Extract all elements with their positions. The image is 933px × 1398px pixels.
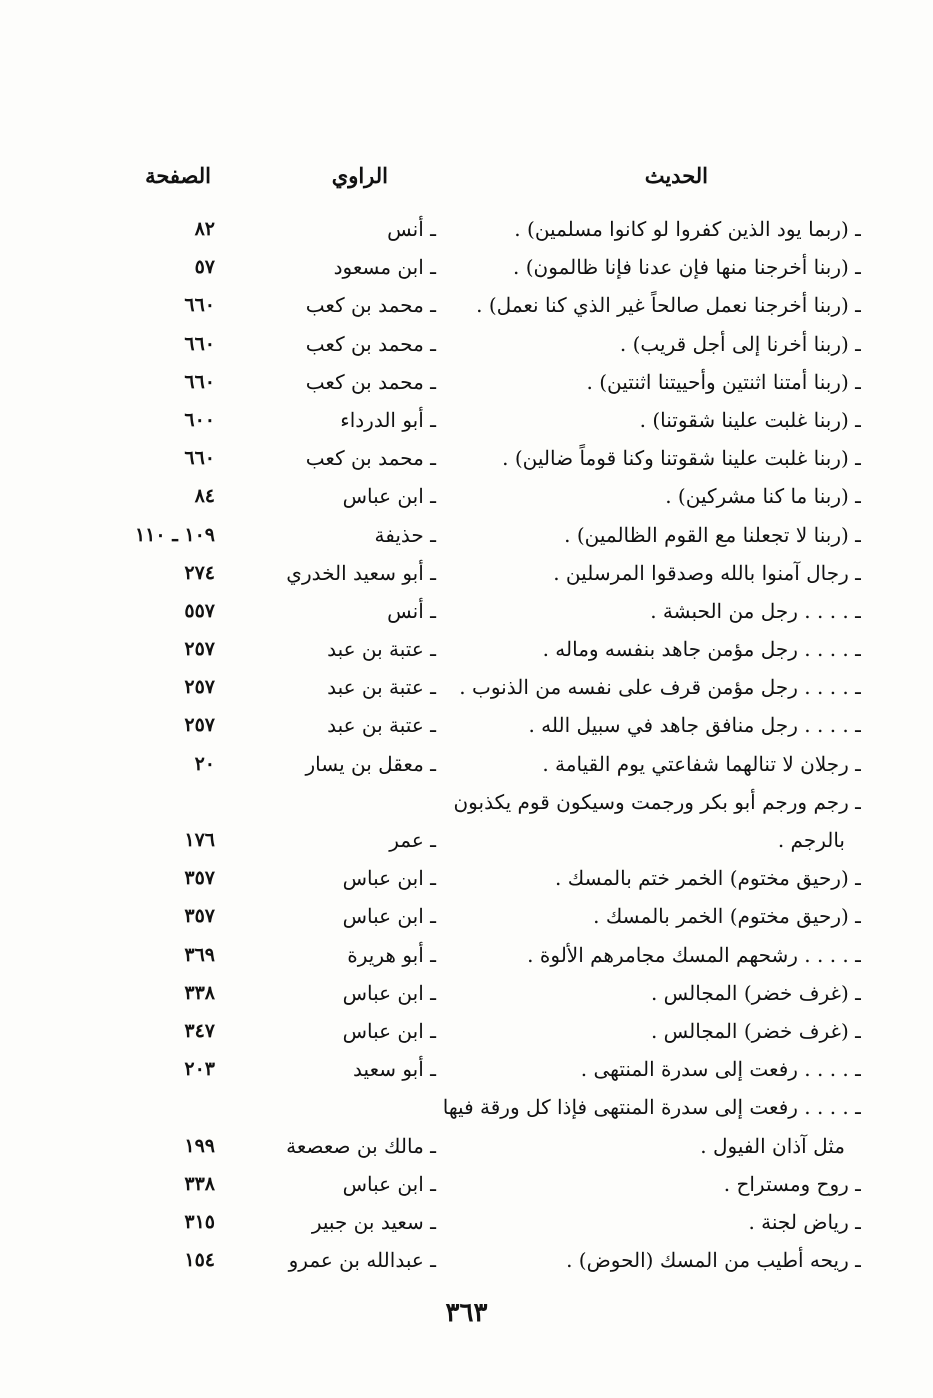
- hadith-text: ـ رجال آمنوا بالله وصدقوا المرسلين .: [553, 560, 861, 585]
- page-ref: ٣٥٧: [184, 867, 215, 890]
- narrator-name: ـ عبدالله بن عمرو: [288, 1248, 436, 1273]
- table-row: [0, 821, 933, 859]
- hadith-text: ـ . . . . رجل مؤمن جاهد بنفسه وماله .: [542, 637, 861, 662]
- table-row: [0, 668, 933, 706]
- narrator-name: ـ عتبة بن عبد: [327, 713, 436, 738]
- page-ref: ٣١٥: [184, 1210, 215, 1233]
- page-ref: ٦٦٠: [184, 294, 215, 317]
- table-row: [0, 745, 933, 783]
- page-ref: ١٧٦: [184, 829, 215, 851]
- page-ref: ٦٠٠: [184, 408, 215, 431]
- narrator-name: ـ أبو الدرداء: [340, 407, 436, 432]
- table-row: [0, 897, 933, 935]
- table-row: [0, 592, 933, 630]
- table-row: [0, 706, 933, 744]
- hadith-text: ـ (غرف خضر) المجالس .: [650, 980, 861, 1005]
- hadith-text: ـ (ربنا لا تجعلنا مع القوم الظالمين) .: [564, 522, 861, 547]
- table-row: [0, 974, 933, 1012]
- table-row: [0, 936, 933, 974]
- header-narrator: الراوي: [331, 163, 388, 188]
- table-row: [0, 859, 933, 897]
- table-row: [0, 1127, 933, 1165]
- hadith-text: ـ (ربنا ما كنا مشركين) .: [665, 484, 861, 509]
- page-ref: ٨٤: [194, 485, 215, 508]
- page-ref: ١٥٤: [184, 1249, 215, 1272]
- hadith-text: ـ (ربنا أخرجنا منها فإن عدنا فإنا ظالمون) .: [513, 255, 861, 280]
- page-ref: ٣٣٨: [184, 981, 215, 1004]
- hadith-text: ـ (ربنا غلبت علينا شقوتنا وكنا قوماً ضالين) .: [502, 446, 861, 471]
- page-ref: ٣٣٨: [184, 1172, 215, 1195]
- hadith-text: ـ (ربنا غلبت علينا شقوتنا) .: [639, 407, 861, 432]
- hadith-text: مثل آذان الفيول .: [700, 1133, 845, 1158]
- hadith-text: ـ رجلان لا تنالهما شفاعتي يوم القيامة .: [542, 751, 861, 776]
- hadith-text: ـ ريحه أطيب من المسك (الحوض) .: [566, 1248, 861, 1273]
- table-row: [0, 286, 933, 324]
- page-number: ٣٦٣: [445, 1298, 488, 1328]
- table-row: [0, 1241, 933, 1279]
- narrator-name: ـ ابن مسعود: [333, 255, 436, 280]
- page-ref: ٢٠٣: [184, 1058, 215, 1081]
- hadith-text: ـ . . . . رشحهم المسك مجامرهم الألوة .: [527, 942, 861, 967]
- table-row: [0, 1165, 933, 1203]
- page-ref: ٢٠: [194, 752, 215, 775]
- page-ref: ٣٦٩: [184, 943, 215, 966]
- hadith-text: ـ . . . . رفعت إلى سدرة المنتهى فإذا كل ورقة فيها: [442, 1095, 861, 1120]
- narrator-name: ـ ابن عباس: [342, 866, 436, 891]
- narrator-name: ـ ابن عباس: [342, 484, 436, 509]
- hadith-text: ـ . . . . رجل مؤمن قرف على نفسه من الذنوب .: [459, 675, 861, 700]
- narrator-name: ـ محمد بن كعب: [305, 369, 436, 394]
- page-ref: ٥٧: [194, 256, 215, 279]
- table-row: [0, 210, 933, 248]
- narrator-name: ـ ابن عباس: [342, 904, 436, 929]
- page-ref: ٥٥٧: [184, 599, 215, 622]
- hadith-text: ـ روح ومستراح .: [723, 1171, 861, 1196]
- table-row: [0, 477, 933, 515]
- page-ref: ١٩٩: [184, 1134, 215, 1157]
- table-row: [0, 1012, 933, 1050]
- header-page: الصفحة: [145, 163, 211, 188]
- table-row: [0, 1088, 933, 1126]
- page-ref: ٦٦٠: [184, 370, 215, 393]
- hadith-text: ـ (رحيق مختوم) الخمر ختم بالمسك .: [555, 866, 861, 891]
- page-ref: ٣٤٧: [184, 1019, 215, 1042]
- page-ref: ٦٦٠: [184, 332, 215, 355]
- table-row: [0, 1050, 933, 1088]
- narrator-name: ـ أبو سعيد: [353, 1057, 436, 1082]
- hadith-text: ـ رياض لجنة .: [748, 1209, 861, 1234]
- narrator-name: ـ عتبة بن عبد: [327, 637, 436, 662]
- hadith-text: ـ (ربنا أخرنا إلى أجل قريب) .: [619, 331, 861, 356]
- page-ref: ٢٧٤: [184, 561, 215, 584]
- hadith-text: ـ (رحيق مختوم) الخمر بالمسك .: [593, 904, 861, 929]
- page-ref: ٦٦٠: [184, 447, 215, 470]
- page-ref: ٨٢: [194, 218, 215, 240]
- table-row: [0, 1203, 933, 1241]
- narrator-name: ـ حذيفة: [374, 522, 436, 547]
- narrator-name: ـ مالك بن صعصعة: [286, 1133, 436, 1158]
- narrator-name: ـ محمد بن كعب: [305, 331, 436, 356]
- narrator-name: ـ أبو هريرة: [347, 942, 436, 967]
- table-row: [0, 630, 933, 668]
- narrator-name: ـ ابن عباس: [342, 1171, 436, 1196]
- hadith-text: ـ (ربنا أخرجنا نعمل صالحاً غير الذي كنا نعمل) .: [476, 293, 861, 318]
- narrator-name: ـ سعيد بن جبير: [311, 1209, 436, 1234]
- hadith-text: بالرجم .: [777, 828, 845, 852]
- table-row: [0, 325, 933, 363]
- page-ref: ٢٥٧: [184, 714, 215, 737]
- hadith-text: ـ (ربما يود الذين كفروا لو كانوا مسلمين) .: [514, 217, 861, 241]
- page-ref: ٣٥٧: [184, 905, 215, 928]
- narrator-name: ـ معقل بن يسار: [305, 751, 436, 776]
- hadith-index-table: [0, 210, 933, 1279]
- narrator-name: ـ عمر: [389, 828, 436, 852]
- page-ref: ١٠٩ ـ ١١٠: [134, 523, 215, 546]
- hadith-text: ـ . . . . رجل من الحبشة .: [650, 598, 861, 623]
- hadith-text: ـ . . . . رجل منافق جاهد في سبيل الله .: [528, 713, 861, 738]
- narrator-name: ـ ابن عباس: [342, 980, 436, 1005]
- narrator-name: ـ محمد بن كعب: [305, 446, 436, 471]
- narrator-name: ـ عتبة بن عبد: [327, 675, 436, 700]
- narrator-name: ـ ابن عباس: [342, 1018, 436, 1043]
- table-row: [0, 363, 933, 401]
- header-hadith: الحديث: [644, 163, 708, 188]
- page-ref: ٢٥٧: [184, 676, 215, 699]
- hadith-text: ـ . . . . رفعت إلى سدرة المنتهى .: [580, 1057, 861, 1082]
- hadith-text: ـ (غرف خضر) المجالس .: [650, 1018, 861, 1043]
- hadith-text: ـ رجم ورجم أبو بكر ورجمت وسيكون قوم يكذبون: [453, 789, 861, 814]
- table-row: [0, 439, 933, 477]
- narrator-name: ـ أبو سعيد الخدري: [286, 560, 436, 585]
- narrator-name: ـ محمد بن كعب: [305, 293, 436, 318]
- hadith-text: ـ (ربنا أمتنا اثنتين وأحييتنا اثنتين) .: [586, 369, 861, 394]
- table-row: [0, 554, 933, 592]
- narrator-name: ـ أنس: [387, 598, 436, 623]
- page-ref: ٢٥٧: [184, 638, 215, 661]
- table-row: [0, 248, 933, 286]
- narrator-name: ـ أنس: [387, 217, 436, 241]
- table-row: [0, 401, 933, 439]
- table-row: [0, 516, 933, 554]
- table-row: [0, 783, 933, 821]
